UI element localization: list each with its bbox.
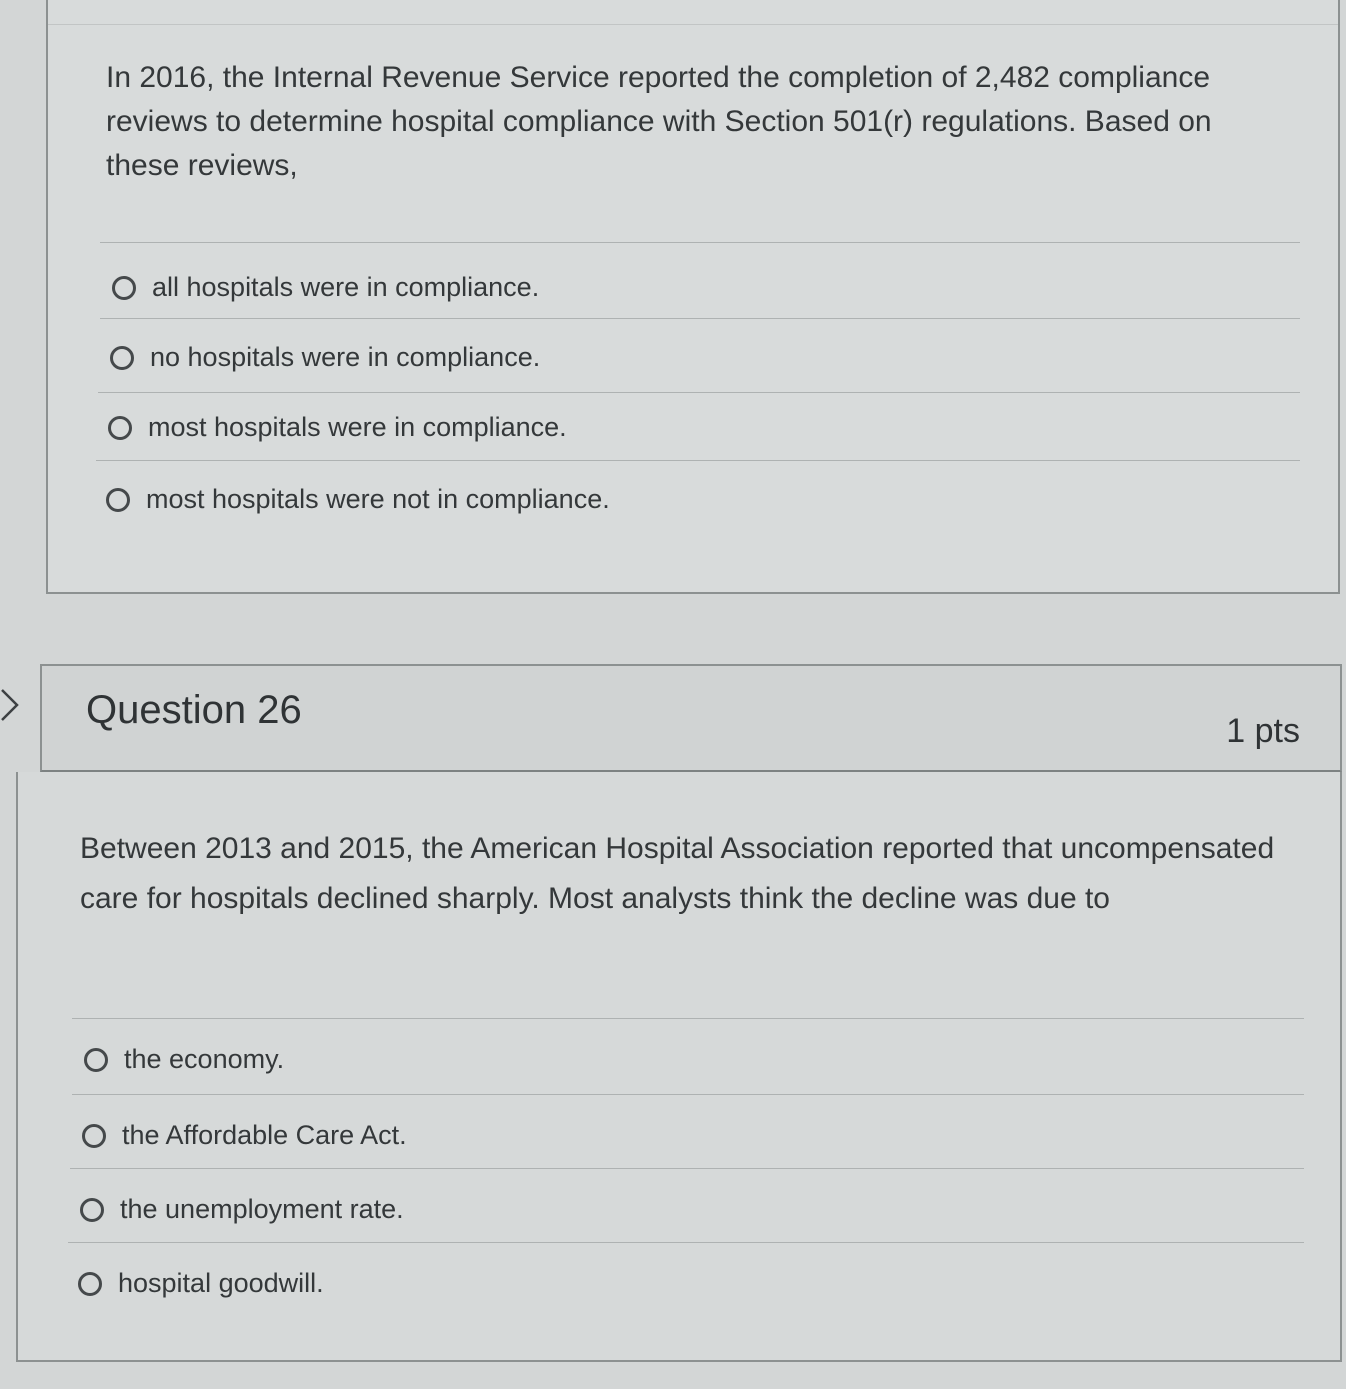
answer-divider xyxy=(72,1018,1304,1019)
question-26-card xyxy=(16,772,1342,1362)
radio-unselected-icon[interactable] xyxy=(106,488,130,512)
radio-unselected-icon[interactable] xyxy=(112,276,136,300)
answer-label: the Affordable Care Act. xyxy=(122,1120,407,1150)
answer-label: all hospitals were in compliance. xyxy=(152,272,540,302)
question-title: Question 26 xyxy=(86,688,302,732)
answer-divider xyxy=(72,1094,1304,1095)
answer-divider xyxy=(100,318,1300,319)
answer-option-q26-4[interactable] xyxy=(78,1268,324,1299)
radio-unselected-icon[interactable] xyxy=(82,1124,106,1148)
question-points: 1 pts xyxy=(1226,712,1300,750)
answer-option-q26-3[interactable] xyxy=(80,1194,404,1225)
answer-option-q25-1[interactable] xyxy=(112,272,539,303)
answer-label: the unemployment rate. xyxy=(120,1194,404,1224)
answer-option-q26-1[interactable] xyxy=(84,1044,284,1075)
answer-label: no hospitals were in compliance. xyxy=(150,342,541,372)
question-26-header xyxy=(40,664,1342,772)
answer-option-q26-2[interactable] xyxy=(82,1120,407,1151)
radio-unselected-icon[interactable] xyxy=(80,1198,104,1222)
answer-option-q25-2[interactable] xyxy=(110,342,540,373)
radio-unselected-icon[interactable] xyxy=(84,1048,108,1072)
answer-option-q25-3[interactable] xyxy=(108,412,567,443)
question-25-prompt: In 2016, the Internal Revenue Service reported the completion of 2,482 compliance reviews to determine hospital compliance with Section 501(r) regulations. Based on these reviews, xyxy=(106,61,1212,182)
answer-label: the economy. xyxy=(124,1044,285,1074)
answer-divider xyxy=(98,392,1300,393)
answer-divider xyxy=(70,1168,1304,1169)
answer-divider xyxy=(100,242,1300,243)
answer-label: most hospitals were not in compliance. xyxy=(146,484,610,514)
answer-option-q25-4[interactable] xyxy=(106,484,610,515)
chevron-right-icon[interactable] xyxy=(0,688,20,722)
question-26-prompt: Between 2013 and 2015, the American Hospital Association reported that uncompensated care for hospitals declined sharply. Most analysts think the decline was due to xyxy=(80,832,1275,915)
answer-label: most hospitals were in compliance. xyxy=(148,412,567,442)
answer-divider xyxy=(68,1242,1304,1243)
card-divider xyxy=(48,24,1338,25)
radio-unselected-icon[interactable] xyxy=(108,416,132,440)
radio-unselected-icon[interactable] xyxy=(110,346,134,370)
answer-divider xyxy=(96,460,1300,461)
answer-label: hospital goodwill. xyxy=(118,1268,324,1298)
radio-unselected-icon[interactable] xyxy=(78,1272,102,1296)
question-25-card xyxy=(46,0,1340,594)
